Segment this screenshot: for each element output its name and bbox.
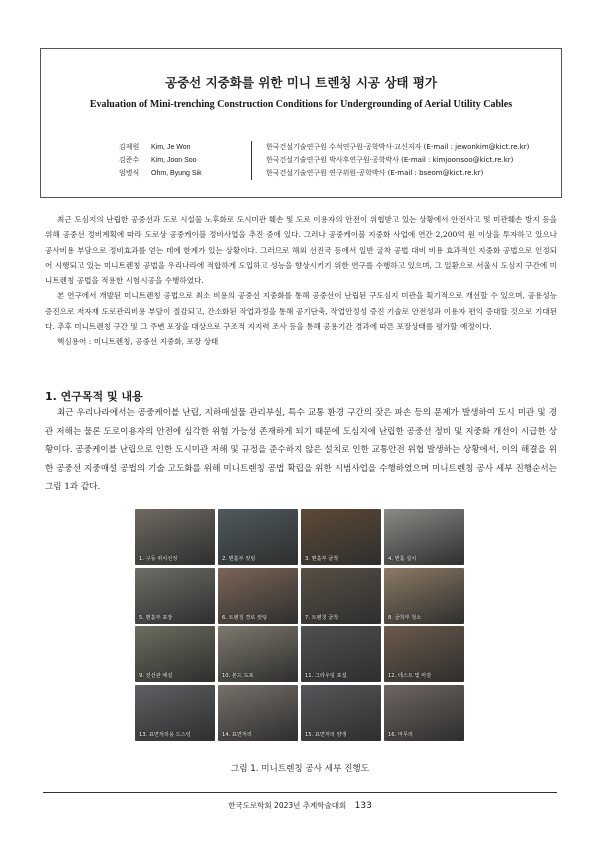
figure-photo bbox=[301, 509, 381, 565]
paper-title-korean: 공중선 지중화를 위한 미니 트렌칭 시공 상태 평가 bbox=[165, 75, 437, 90]
figure-photo-label: 11. 그라우팅 포설 bbox=[305, 673, 347, 679]
figure-photo bbox=[384, 568, 464, 624]
figure-photo bbox=[135, 568, 215, 624]
author-list bbox=[119, 141, 559, 180]
title-box bbox=[40, 48, 562, 198]
figure-photo bbox=[384, 626, 464, 682]
figure-photo-label: 12. 테스트 및 마감 bbox=[388, 673, 432, 679]
figure-photo-label: 15. 표면처리 양생 bbox=[305, 731, 347, 738]
figure-photo bbox=[135, 685, 215, 741]
abstract-paragraph: 최근 도심지의 난립한 공중선과 도로 시설물 노후화로 도시미관 훼손 및 도로 이용자의 안전이 위협받고 있는 상황에서 안전사고 및 미관훼손 방지 등을 위해 공중선 정비계획에 따라 도로상 공중케이블 정비사업을 추진 중에 있다. 그러나 공중케이블 지중화 사업에 연간 2,200억 원 이상을 투자하고 있으나 공사비용 부담으로 정비효과를 얻는 데에 한계가 있는 상황이다. 그러므로 해외 선진국 등에서 일반 굴착 공법 대비 비용 효과적인 지중화 공법으로 인정되어 시행되고 있는 미니트렌칭 공법을 우리나라에 적합하게 도입하고 성능을 향상시키기 위한 연구를 수행하고 있으며, 그 일환으로 서울시 도심지 구간에 미니트렌칭 공법을 적용한 시험시공을 수행하였다. bbox=[45, 215, 557, 286]
figure-photo bbox=[218, 509, 298, 565]
figure-photo-label: 4. 맨홀 설치 bbox=[388, 556, 417, 562]
figure-caption: 그림 1. 미니트렌칭 공사 세부 진행도 bbox=[230, 764, 370, 774]
figure-photo bbox=[384, 685, 464, 741]
figure-photo bbox=[301, 626, 381, 682]
figure-photo-label: 7. 트렌칭 굴착 bbox=[305, 614, 339, 621]
figure-photo-label: 8. 굴착부 청소 bbox=[388, 614, 422, 621]
figure-photo bbox=[218, 568, 298, 624]
figure-photo bbox=[135, 509, 215, 565]
abstract bbox=[45, 212, 557, 350]
author-name-ko: 김준수 bbox=[119, 156, 140, 164]
figure-photo-label: 9. 전선관 매설 bbox=[139, 673, 173, 679]
figure-photo bbox=[301, 685, 381, 741]
figure-photo-label: 1. 구동 위치선정 bbox=[139, 556, 178, 562]
paper-title-english: Evaluation of Mini-trenching Construction Conditions for Undergrounding of Aerial Utility Cables bbox=[89, 99, 513, 110]
author-row bbox=[119, 167, 559, 180]
author-name-ko: 엄병식 bbox=[119, 169, 140, 177]
figure-photo bbox=[301, 568, 381, 624]
author-divider bbox=[251, 167, 266, 180]
figure-photo bbox=[135, 626, 215, 682]
figure-photo bbox=[384, 509, 464, 565]
keywords: 핵심용어 : 미니트렌칭, 공중선 지중화, 포장 상태 bbox=[57, 337, 219, 347]
page-footer bbox=[0, 800, 600, 811]
author-affiliation: 한국건설기술연구원 연구위원·공학박사 (E-mail : bseom@kict.re.kr) bbox=[266, 169, 484, 177]
author-divider bbox=[251, 154, 266, 167]
author-divider bbox=[251, 141, 266, 154]
figure-photo-label: 3. 맨홀부 굴착 bbox=[305, 556, 339, 562]
section-body: 최근 우리나라에서는 공중케이블 난립, 지하매설물 관리부실, 특수 교통 환경 구간의 잦은 파손 등의 문제가 발생하여 도시 미관 및 경관 저해는 물론 도로이용자의 안전에 심각한 위험 가능성 존재하게 되기 때문에 도심지에 난립한 공중선 정비 및 지중화 개선이 시급한 상황이다. 공중케이블 난립으로 인한 도시미관 저해 및 규정을 준수하지 않은 설치로 인한 교통안전 위협 발생하는 상황에서, 이의 해결을 위한 공중선 지중매설 공법의 기술 고도화를 위해 미니트렌칭 공법 확립을 위한 시범사업을 수행하였으며 미니트렌칭 공사 세부 진행순서는 그림 1과 같다. bbox=[45, 408, 557, 492]
author-row bbox=[119, 141, 559, 154]
figure-photo bbox=[218, 626, 298, 682]
author-name-ko: 김제원 bbox=[119, 143, 140, 151]
figure-photo-label: 10. 본드 도포 bbox=[222, 673, 254, 679]
author-name-en: Ohm, Byung Sik bbox=[151, 170, 202, 177]
figure-photo-grid bbox=[135, 509, 466, 741]
figure-photo-label: 6. 트렌칭 경로 컷팅 bbox=[222, 614, 267, 621]
author-affiliation: 한국건설기술연구원 박사후연구원·공학박사 (E-mail : kimjoonsoo@kict.re.kr) bbox=[266, 156, 514, 164]
figure-photo-label: 5. 맨홀부 포장 bbox=[139, 614, 173, 621]
figure-photo-label: 16. 마무리 bbox=[388, 731, 413, 738]
footer-text: 한국도로학회 2023년 추계학술대회 bbox=[228, 801, 347, 810]
author-name-en: Kim, Joon Soo bbox=[151, 157, 197, 164]
author-name-en: Kim, Je Won bbox=[151, 144, 191, 151]
author-affiliation: 한국건설기술연구원 수석연구원·공학박사·교신저자 (E-mail : jewonkim@kict.re.kr) bbox=[266, 143, 530, 151]
figure-photo-label: 14. 표면처리 bbox=[222, 731, 252, 738]
section-heading: 1. 연구목적 및 내용 bbox=[45, 390, 143, 403]
figure-photo bbox=[218, 685, 298, 741]
figure-photo-label: 2. 맨홀부 컷팅 bbox=[222, 556, 256, 562]
author-row bbox=[119, 154, 559, 167]
page-number: 133 bbox=[354, 801, 372, 811]
abstract-paragraph: 본 연구에서 개발된 미니트렌칭 공법으로 최소 비용의 공중선 지중화를 통해 공중선이 난립된 구도심지 미관을 획기적으로 개선할 수 있으며, 공용성능 증진으로 저자재 도로관리비용 부담이 절감되고, 간소화된 작업과정을 통해 공기단축, 작업안정성 증진 기술로 안전성과 이용자 편익 증대할 것으로 기대된다. 추후 미니트렌칭 구간 및 그 주변 포장을 대상으로 구조적 지지력 조사 등을 통해 공용기간 경과에 따른 포장상태를 평가할 예정이다. bbox=[45, 291, 557, 332]
footer-divider bbox=[43, 792, 557, 793]
figure-photo-label: 13. 표면처리용 드스링 bbox=[139, 731, 191, 738]
